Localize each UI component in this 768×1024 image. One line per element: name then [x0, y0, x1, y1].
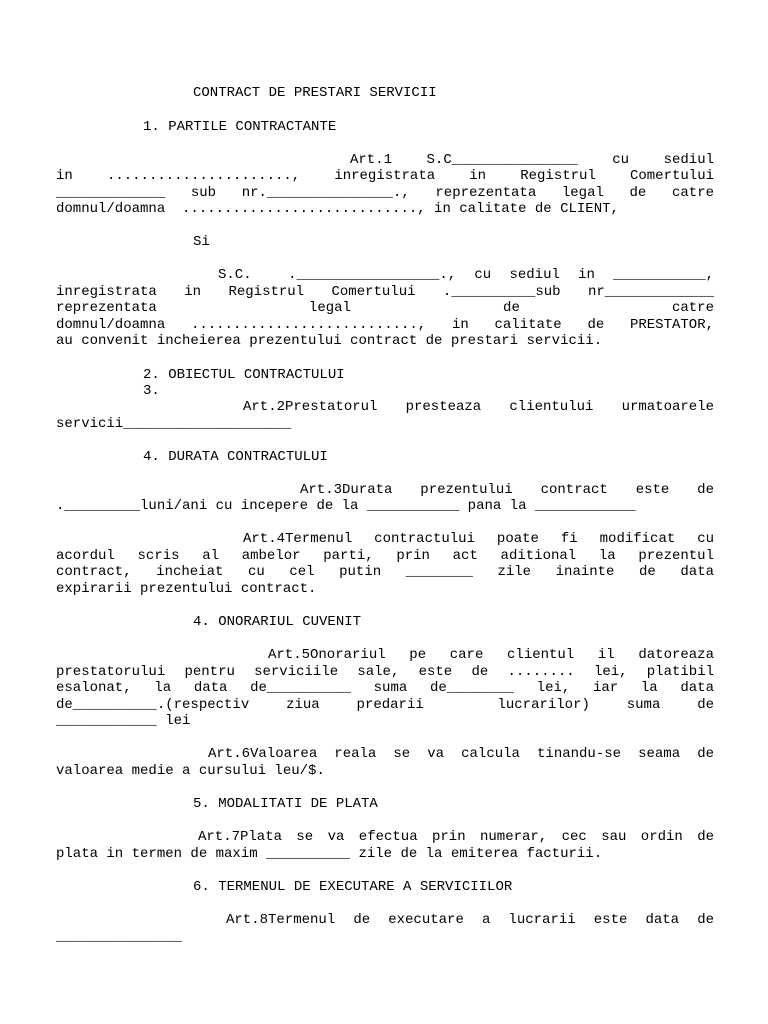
- paragraph-line: expirarii prezentului contract.: [56, 581, 317, 597]
- paragraph-line: domnul/doamna ............................, in calitate de CLIENT,: [56, 201, 619, 217]
- paragraph-line: ._________luni/ani cu incepere de la ___________ pana la ____________: [56, 498, 636, 514]
- paragraph-line: Art.6Valoarea reala se va calcula tinandu-se seama de: [208, 746, 714, 762]
- paragraph-line: servicii____________________: [56, 416, 292, 432]
- section-heading: 2. OBIECTUL CONTRACTULUI: [143, 367, 345, 383]
- section-heading: 4. ONORARIUL CUVENIT: [193, 614, 362, 630]
- section-heading: 5. MODALITATI DE PLATA: [193, 796, 378, 812]
- paragraph-line: de__________.(respectiv ziua predarii lucrarilor) suma de: [56, 697, 714, 713]
- paragraph-line: inregistrata in Registrul Comertului .__________sub nr_____________: [56, 284, 714, 300]
- section-heading: 1. PARTILE CONTRACTANTE: [143, 119, 337, 135]
- paragraph-line: Art.1 S.C_______________ cu sediul: [350, 152, 714, 168]
- paragraph-line: _______________: [56, 929, 183, 945]
- paragraph-line: contract, incheiat cu cel putin ________ zile inainte de data: [56, 564, 714, 580]
- paragraph-line: S.C. ._________________., cu sediul in ___________,: [218, 267, 714, 283]
- paragraph-line: reprezentata legal de catre: [56, 300, 714, 316]
- section-heading: 6. TERMENUL DE EXECUTARE A SERVICIILOR: [193, 879, 513, 895]
- contract-title: CONTRACT DE PRESTARI SERVICII: [193, 85, 437, 101]
- paragraph-line: in ......................, inregistrata in Registrul Comertului: [56, 168, 714, 184]
- paragraph-line: Art.8Termenul de executare a lucrarii este data de: [226, 912, 714, 928]
- paragraph-line: Art.4Termenul contractului poate fi modificat cu: [243, 531, 714, 547]
- paragraph-line: domnul/doamna ..........................., in calitate de PRESTATOR,: [56, 317, 714, 333]
- paragraph-line: esalonat, la data de__________ suma de________ lei, iar la data: [56, 680, 714, 696]
- paragraph-line: plata in termen de maxim __________ zile de la emiterea facturii.: [56, 846, 603, 862]
- paragraph-line: Art.2Prestatorul presteaza clientului urmatoarele: [243, 399, 714, 415]
- paragraph-line: _____________ sub nr._______________., reprezentata legal de catre: [56, 185, 714, 201]
- section-heading: 3.: [143, 383, 160, 399]
- paragraph-line: Si: [193, 234, 210, 250]
- paragraph-line: prestatorului pentru serviciile sale, este de ........ lei, platibil: [56, 664, 714, 680]
- section-heading: 4. DURATA CONTRACTULUI: [143, 449, 328, 465]
- paragraph-line: au convenit incheierea prezentului contract de prestari servicii.: [56, 333, 603, 349]
- paragraph-line: Art.5Onorariul pe care clientul il datoreaza: [268, 647, 714, 663]
- paragraph-line: Art.7Plata se va efectua prin numerar, cec sau ordin de: [198, 829, 714, 845]
- paragraph-line: valoarea medie a cursului leu/$.: [56, 763, 325, 779]
- paragraph-line: Art.3Durata prezentului contract este de: [300, 482, 714, 498]
- paragraph-line: acordul scris al ambelor parti, prin act aditional la prezentul: [56, 548, 714, 564]
- paragraph-line: ____________ lei: [56, 713, 191, 729]
